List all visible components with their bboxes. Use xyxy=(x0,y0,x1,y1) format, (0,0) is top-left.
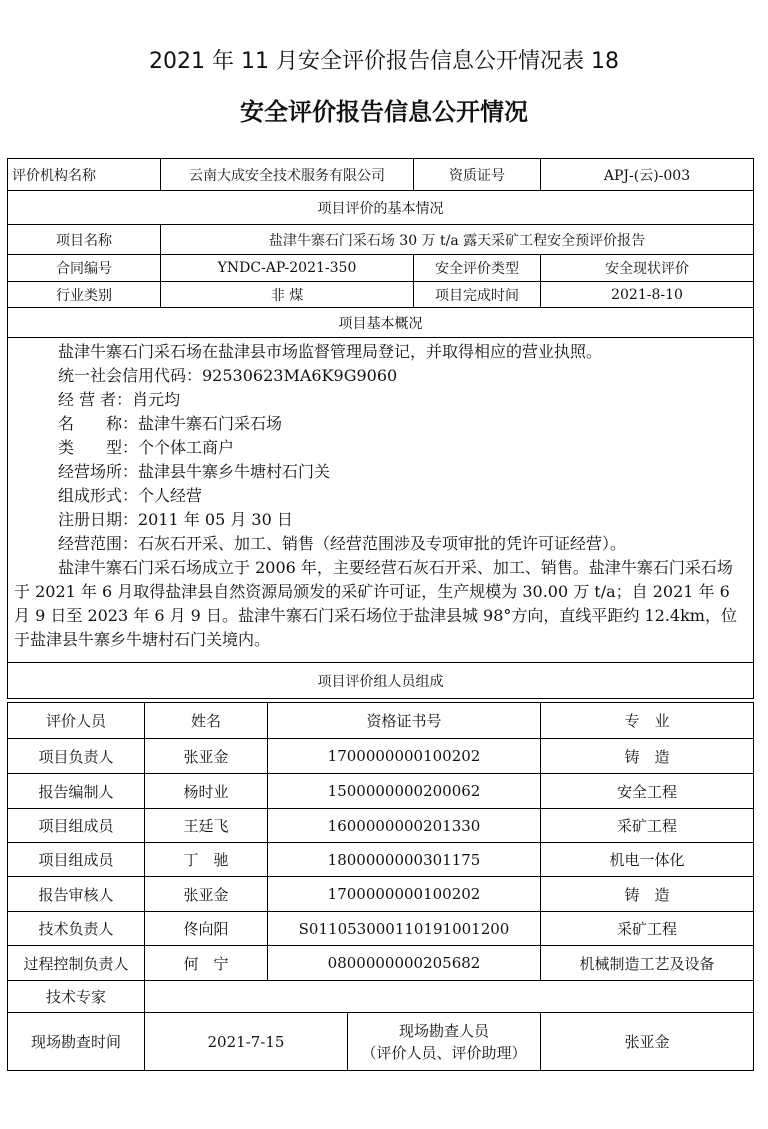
survey-staff-label xyxy=(348,1013,541,1071)
overview-line: 经营范围：石灰石开采、加工、销售（经营范围涉及专项审批的凭许可证经营）。 xyxy=(58,534,627,553)
industry-label: 行业类别 xyxy=(8,282,161,308)
member-major: 安全工程 xyxy=(541,774,754,809)
industry-row xyxy=(8,282,754,308)
member-role: 报告编制人 xyxy=(8,774,145,809)
overview-text xyxy=(8,338,754,663)
project-name-value: 盐津牛寨石门采石场 30 万 t/a 露天采矿工程安全预评价报告 xyxy=(161,225,754,255)
member-name: 张亚金 xyxy=(145,739,268,774)
team-header-row xyxy=(8,703,754,739)
member-role: 过程控制负责人 xyxy=(8,946,145,981)
overview-section-header: 项目基本概况 xyxy=(8,308,754,338)
table-row xyxy=(8,877,754,912)
member-major: 铸 造 xyxy=(541,877,754,912)
overview-line: 经 营 者：肖元均 xyxy=(58,390,181,409)
member-role: 项目负责人 xyxy=(8,739,145,774)
basic-section-header: 项目评价的基本情况 xyxy=(8,191,754,225)
member-name: 何 宁 xyxy=(145,946,268,981)
contract-row xyxy=(8,255,754,282)
survey-row xyxy=(8,1013,754,1071)
org-value: 云南大成安全技术服务有限公司 xyxy=(161,159,414,191)
project-name-label: 项目名称 xyxy=(8,225,161,255)
done-time-value: 2021-8-10 xyxy=(541,282,754,308)
survey-time-value: 2021-7-15 xyxy=(145,1013,348,1071)
project-name-row xyxy=(8,225,754,255)
overview-line: 统一社会信用代码：92530623MA6K9G9060 xyxy=(58,366,398,385)
expert-label: 技术专家 xyxy=(8,981,145,1013)
done-time-label: 项目完成时间 xyxy=(414,282,541,308)
member-cert: 1700000000100202 xyxy=(268,739,541,774)
info-table xyxy=(7,158,754,699)
member-major: 机电一体化 xyxy=(541,843,754,877)
table-row xyxy=(8,774,754,809)
document-subtitle: 安全评价报告信息公开情况 xyxy=(240,98,528,126)
member-name: 佟向阳 xyxy=(145,912,268,946)
member-role: 技术负责人 xyxy=(8,912,145,946)
overview-paragraph: 盐津牛寨石门采石场成立于 2006 年，主要经营石灰石开采、加工、销售。盐津牛寨石门采石场于 2021 年 6 月取得盐津县自然资源局颁发的采矿许可证，生产规模为 30.00 万 t/a；自 2021 年 6 月 9 日至 2023 年 6 月 9 日。盐津牛寨石门采石场位于盐津县城 98°方向，直线平距约 12.4km，位于盐津县牛寨乡牛塘村石门关境内。 xyxy=(14,558,737,649)
overview-line: 类 型：个个体工商户 xyxy=(58,438,235,457)
team-section-header: 项目评价组人员组成 xyxy=(8,663,754,699)
org-row xyxy=(8,159,754,191)
member-name: 张亚金 xyxy=(145,877,268,912)
expert-row xyxy=(8,981,754,1013)
member-name: 丁 驰 xyxy=(145,843,268,877)
table-row xyxy=(8,912,754,946)
survey-staff-value: 张亚金 xyxy=(541,1013,754,1071)
expert-value xyxy=(145,981,754,1013)
member-cert: 1600000000201330 xyxy=(268,809,541,843)
team-table xyxy=(7,702,754,1071)
member-major: 铸 造 xyxy=(541,739,754,774)
overview-line: 注册日期：2011 年 05 月 30 日 xyxy=(58,510,293,529)
table-row xyxy=(8,843,754,877)
survey-staff-label-line2: （评价人员、评价助理） xyxy=(361,1043,527,1062)
document-title: 2021 年 11 月安全评价报告信息公开情况表 18 xyxy=(149,49,619,74)
contract-label: 合同编号 xyxy=(8,255,161,282)
member-cert: 1700000000100202 xyxy=(268,877,541,912)
table-row xyxy=(8,739,754,774)
contract-value: YNDC-AP-2021-350 xyxy=(161,255,414,282)
cert-value: APJ-(云)-003 xyxy=(541,159,754,191)
overview-line: 名 称：盐津牛寨石门采石场 xyxy=(58,414,283,433)
member-role: 项目组成员 xyxy=(8,843,145,877)
member-role: 项目组成员 xyxy=(8,809,145,843)
member-role: 报告审核人 xyxy=(8,877,145,912)
cert-label: 资质证号 xyxy=(414,159,541,191)
overview-line: 盐津牛寨石门采石场在盐津县市场监督管理局登记，并取得相应的营业执照。 xyxy=(58,342,603,361)
member-cert: S011053000110191001200 xyxy=(268,912,541,946)
member-cert: 1500000000200062 xyxy=(268,774,541,809)
eval-type-value: 安全现状评价 xyxy=(541,255,754,282)
org-label: 评价机构名称 xyxy=(8,159,161,191)
overview-line: 组成形式：个人经营 xyxy=(58,486,203,505)
header-cert: 资格证书号 xyxy=(268,703,541,739)
survey-time-label: 现场勘查时间 xyxy=(8,1013,145,1071)
member-name: 王廷飞 xyxy=(145,809,268,843)
member-cert: 1800000000301175 xyxy=(268,843,541,877)
member-major: 机械制造工艺及设备 xyxy=(541,946,754,981)
eval-type-label: 安全评价类型 xyxy=(414,255,541,282)
industry-value: 非 煤 xyxy=(161,282,414,308)
survey-staff-label-line1: 现场勘查人员 xyxy=(399,1021,490,1040)
header-name: 姓名 xyxy=(145,703,268,739)
overview-line: 经营场所：盐津县牛寨乡牛塘村石门关 xyxy=(58,462,331,481)
header-role: 评价人员 xyxy=(8,703,145,739)
member-major: 采矿工程 xyxy=(541,809,754,843)
member-major: 采矿工程 xyxy=(541,912,754,946)
member-cert: 0800000000205682 xyxy=(268,946,541,981)
table-row xyxy=(8,946,754,981)
member-name: 杨时业 xyxy=(145,774,268,809)
header-major: 专 业 xyxy=(541,703,754,739)
table-row xyxy=(8,809,754,843)
